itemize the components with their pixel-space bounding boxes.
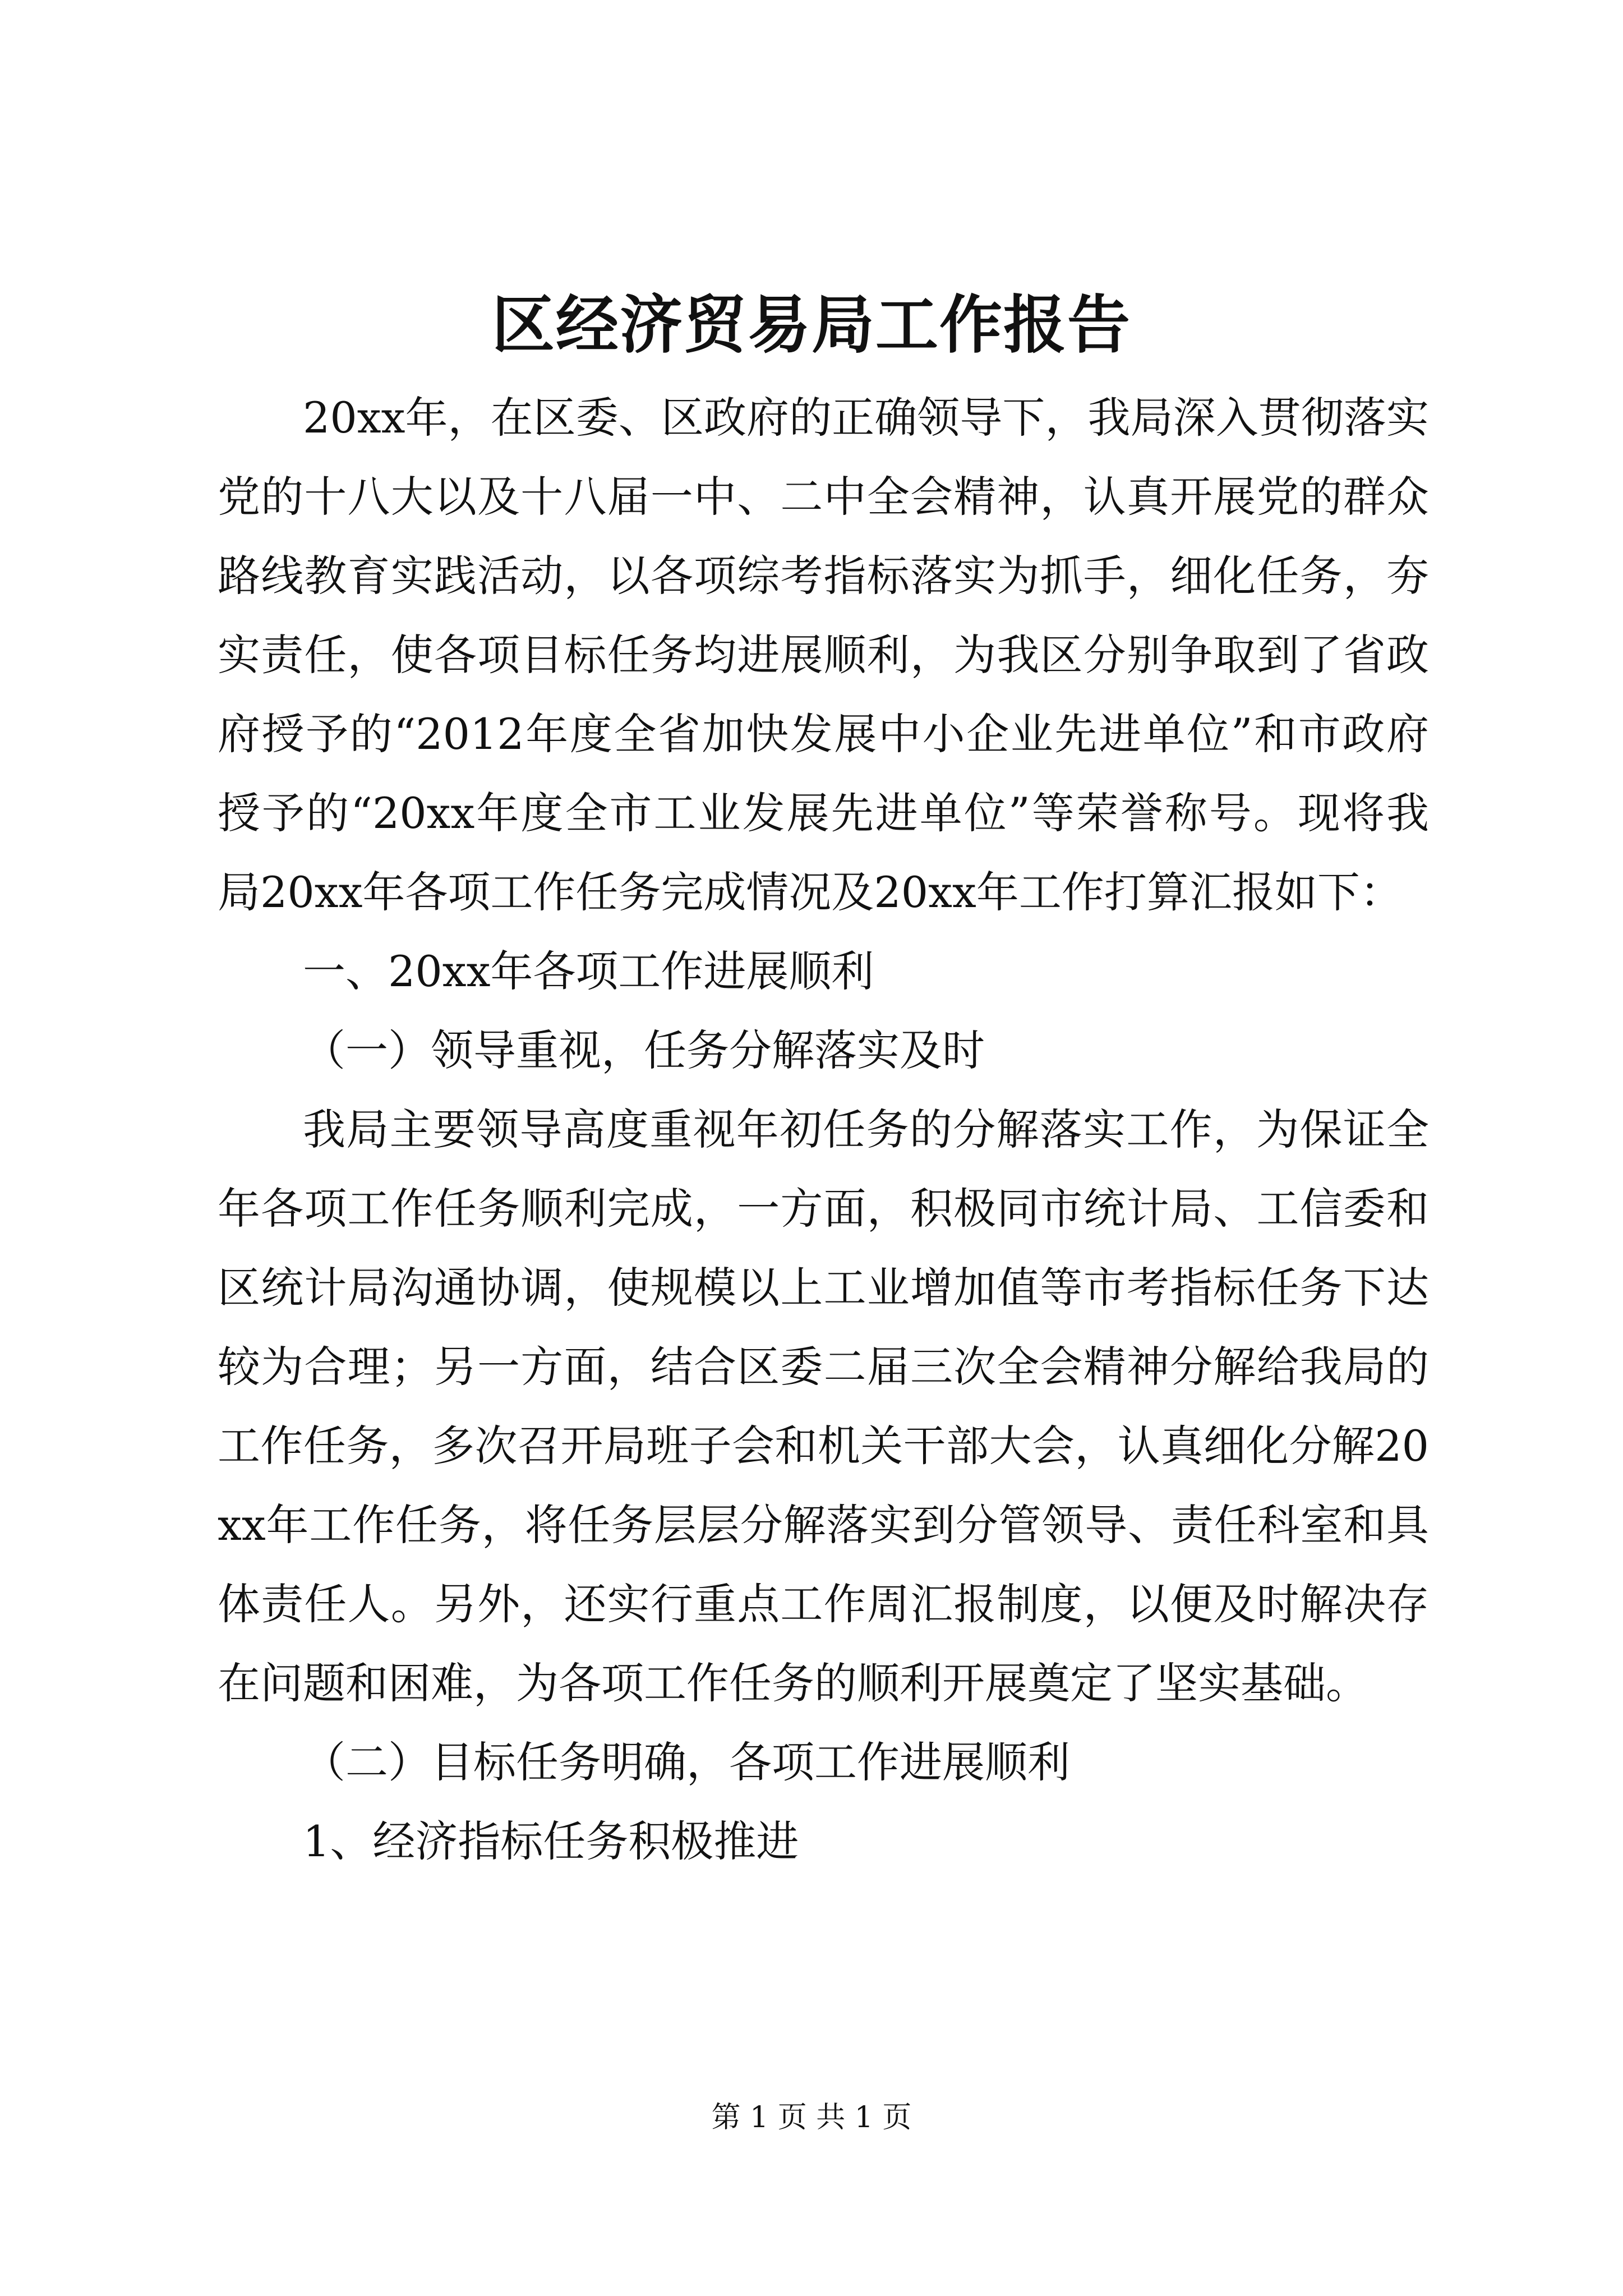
section-heading-1: 一、20xx年各项工作进展顺利 (303, 946, 874, 996)
subsection-heading-2: （二）目标任务明确，各项工作进展顺利 (303, 1737, 1070, 1787)
intro-paragraph: 20xx年，在区委、区政府的正确领导下，我局深入贯彻落实党的十八大以及十八届一中、二中全会精神，认真开展党的群众路线教育实践活动，以各项综考指标落实为抓手，细化任务，夯实责任，使各项目标任务均进展顺利，为我区分别争取到了省政府授予的“2012年度全省加快发展中小企业先进单位”和市政府授予的“20xx年度全市工业发展先进单位”等荣誉称号。现将我局20xx年各项工作任务完成情况及20xx年工作打算汇报如下： (218, 393, 1429, 917)
page-footer: 第 1 页 共 1 页 (711, 2101, 912, 2134)
document-body (218, 378, 1429, 1881)
subsection-heading-1: （一）领导重视，任务分解落实及时 (303, 1025, 985, 1075)
document-title: 区经济贸易局工作报告 (492, 288, 1131, 362)
list-item-heading-1: 1、经济指标任务积极推进 (303, 1816, 799, 1866)
body-paragraph-1: 我局主要领导高度重视年初任务的分解落实工作，为保证全年各项工作任务顺利完成，一方面，积极同市统计局、工信委和区统计局沟通协调，使规模以上工业增加值等市考指标任务下达较为合理；另一方面，结合区委二届三次全会精神分解给我局的工作任务，多次召开局班子会和机关干部大会，认真细化分解20xx年工作任务，将任务层层分解落实到分管领导、责任科室和具体责任人。另外，还实行重点工作周汇报制度，以便及时解决存在问题和困难，为各项工作任务的顺利开展奠定了坚实基础。 (218, 1105, 1429, 1708)
